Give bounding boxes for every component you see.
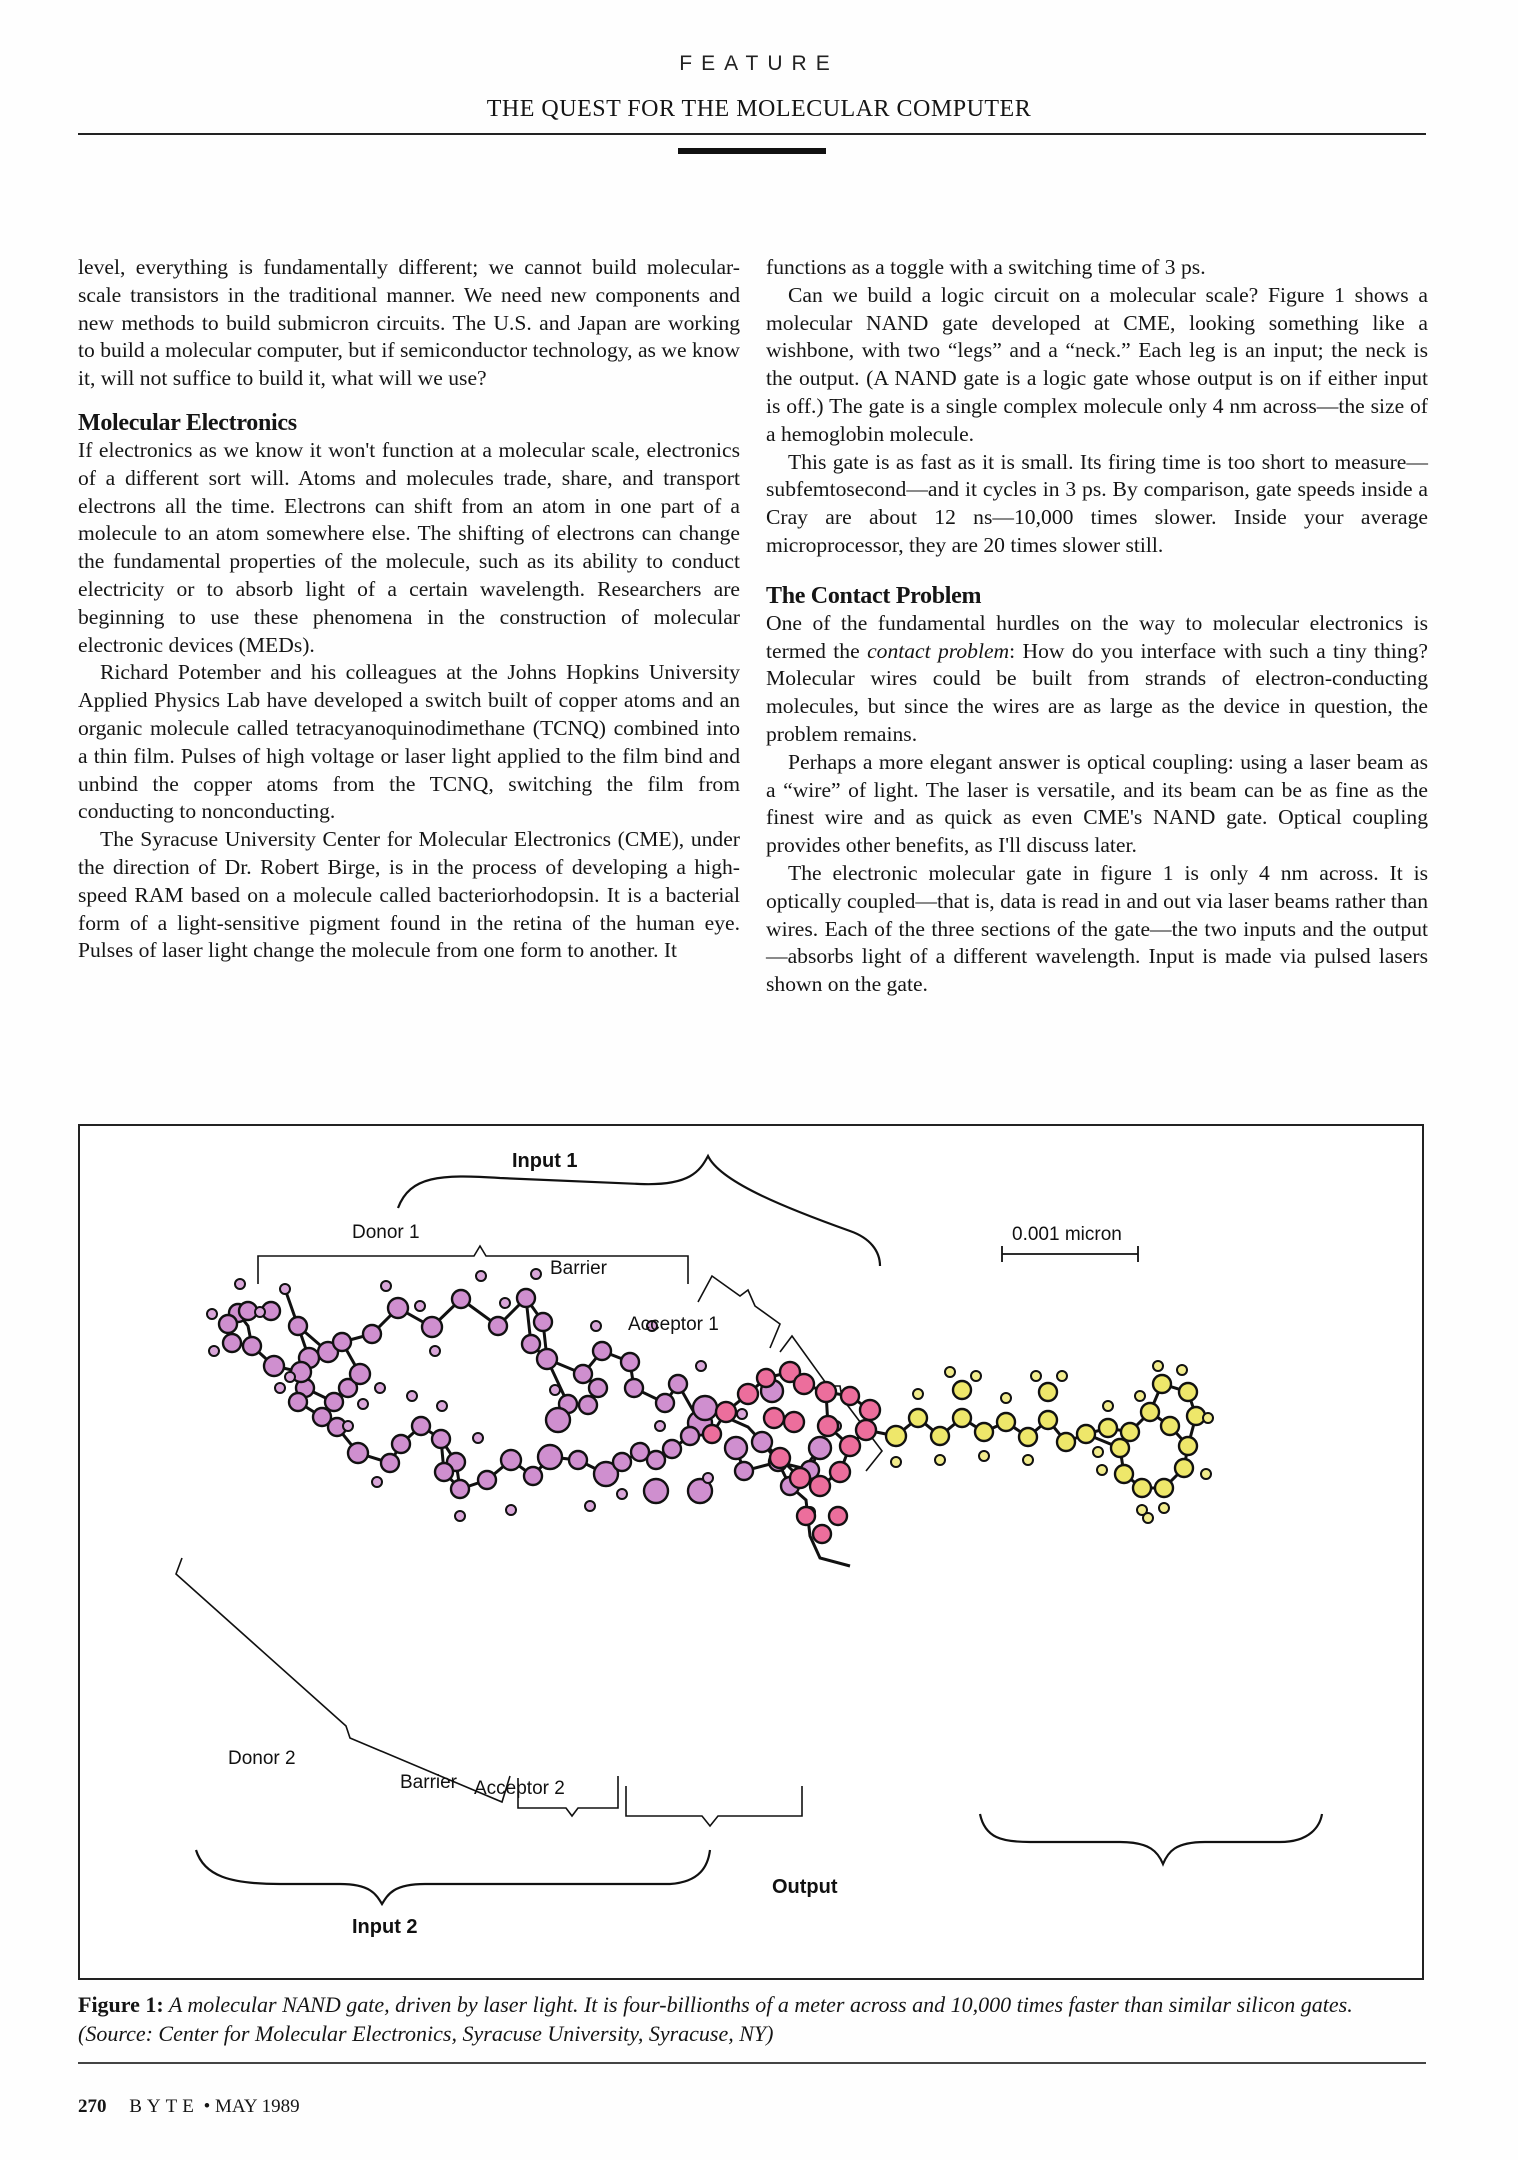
paragraph: The electronic molecular gate in figure 1 is only 4 nm across. It is optically coupled—that is, data is read in and out via laser beams rather than wires. Each of the three sections of the gate—the two inputs and the output—absorbs light of a different wavelength. Input is made via pulsed lasers shown on the gate.: [766, 860, 1428, 997]
header-accent-bar: [678, 148, 826, 154]
caption-lead: Figure 1:: [78, 1992, 164, 2017]
label-barrier-2: Barrier: [400, 1772, 458, 1793]
label-barrier-1: Barrier: [550, 1258, 608, 1279]
section-kicker: FEATURE: [679, 52, 839, 75]
magazine-name: BYTE: [129, 2096, 199, 2117]
label-output: Output: [772, 1876, 838, 1898]
paragraph: The Syracuse University Center for Molecular Electronics (CME), under the direction of Dr. Robert Birge, is in the process of developing a high-speed RAM based on a molecule called bacteriorhodopsin. It is a bacterial form of a light-sensitive pigment found in the retina of the human eye. Pulses of laser light change the molecule from one form to another. It: [78, 827, 740, 963]
paragraph: level, everything is fundamentally different; we cannot build molecular-scale transistors in the traditional manner. We need new components and new methods to build submicron circuits. The U.S. and Japan are working to build a molecular computer, but if semiconductor technology, as we know it, will not suffice to build it, what will we use?: [78, 255, 740, 391]
caption-text: A molecular NAND gate, driven by laser light. It is four-billionths of a meter across and 10,000 times faster than similar silicon gates. (Source: Center for Molecular Electronics, Syracuse University, Syracuse, NY): [78, 1992, 1353, 2046]
paragraph: Perhaps a more elegant answer is optical coupling: using a laser beam as a “wire” of light. The laser is versatile, and its beam can be as fine as the finest wire and as quick as even CME's NAND gate. Optical coupling provides other benefits, as I'll discuss later.: [766, 749, 1428, 858]
paragraph: This gate is as fast as it is small. Its firing time is too short to measure—subfemtosecond—and it cycles in 3 ps. By comparison, gate speeds inside a Cray are about 12 ns—10,000 times slower. Inside your average microprocessor, they are 20 times slower still.: [766, 449, 1428, 557]
paragraph: If electronics as we know it won't function at a molecular scale, electronics of a different sort will. Atoms and molecules trade, share, and transport electrons all the time. Electrons can shift from an atom in one part of a molecule to an atom somewhere else. The shifting of electrons can change the fundamental properties of the molecule, such as its ability to conduct electricity or to absorb light of a certain wavelength. Researchers are beginning to use these phenomena in the construction of molecular electronic devices (MEDs).: [78, 437, 740, 657]
page-number: 270: [78, 2096, 107, 2117]
footer-separator: •: [203, 2096, 211, 2117]
emphasis-term: contact problem: [867, 638, 1010, 663]
section-heading-molecular-electronics: Molecular Electronics: [78, 409, 297, 436]
paragraph: Can we build a logic circuit on a molecular scale? Figure 1 shows a molecular NAND gate developed at CME, looking something like a wishbone, with two “legs” and a “neck.” Each leg is an input; the neck is the output. (A NAND gate is a logic gate whose output is on if either input is off.) The gate is a single complex molecule only 4 nm across—the size of a hemoglobin molecule.: [766, 282, 1428, 446]
left-column: [78, 254, 740, 965]
footer-rule: [78, 2062, 1426, 2064]
issue-date: MAY 1989: [215, 2096, 300, 2117]
label-input-2: Input 2: [352, 1916, 418, 1938]
paragraph: functions as a toggle with a switching time of 3 ps.: [766, 255, 1206, 279]
label-acceptor-2: Acceptor 2: [474, 1778, 565, 1799]
section-heading-contact-problem: The Contact Problem: [766, 582, 982, 609]
label-donor-1: Donor 1: [352, 1222, 420, 1243]
right-column: [766, 254, 1428, 999]
paragraph: One of the fundamental hurdles on the way to molecular electronics is termed the contact problem: How do you interface with such a tiny thing? Molecular wires could be built from strands of electron-conducting molecules, but since the wires are as large as the device in question, the problem remains.: [766, 610, 1428, 746]
label-donor-2: Donor 2: [228, 1748, 296, 1769]
running-title: THE QUEST FOR THE MOLECULAR COMPUTER: [486, 96, 1032, 122]
figure-caption: [78, 1990, 1424, 2048]
molecule-diagram: [80, 1126, 1422, 1978]
input1-brace: [398, 1156, 880, 1266]
figure-nand-gate: [78, 1124, 1424, 1980]
page-footer: [78, 2096, 300, 2118]
paragraph: Richard Potember and his colleagues at the Johns Hopkins University Applied Physics Lab have developed a switch built of copper atoms and an organic molecule called tetracyanoquinodimethane (TCNQ) combined into a thin film. Pulses of high voltage or laser light applied to the film bind and unbind the copper atoms from the TCNQ, switching the film from conducting to nonconducting.: [78, 660, 740, 824]
label-scale-bar: 0.001 micron: [1012, 1224, 1122, 1245]
header-rule: [78, 133, 1426, 135]
label-input-1: Input 1: [512, 1150, 578, 1172]
label-acceptor-1: Acceptor 1: [628, 1314, 719, 1335]
